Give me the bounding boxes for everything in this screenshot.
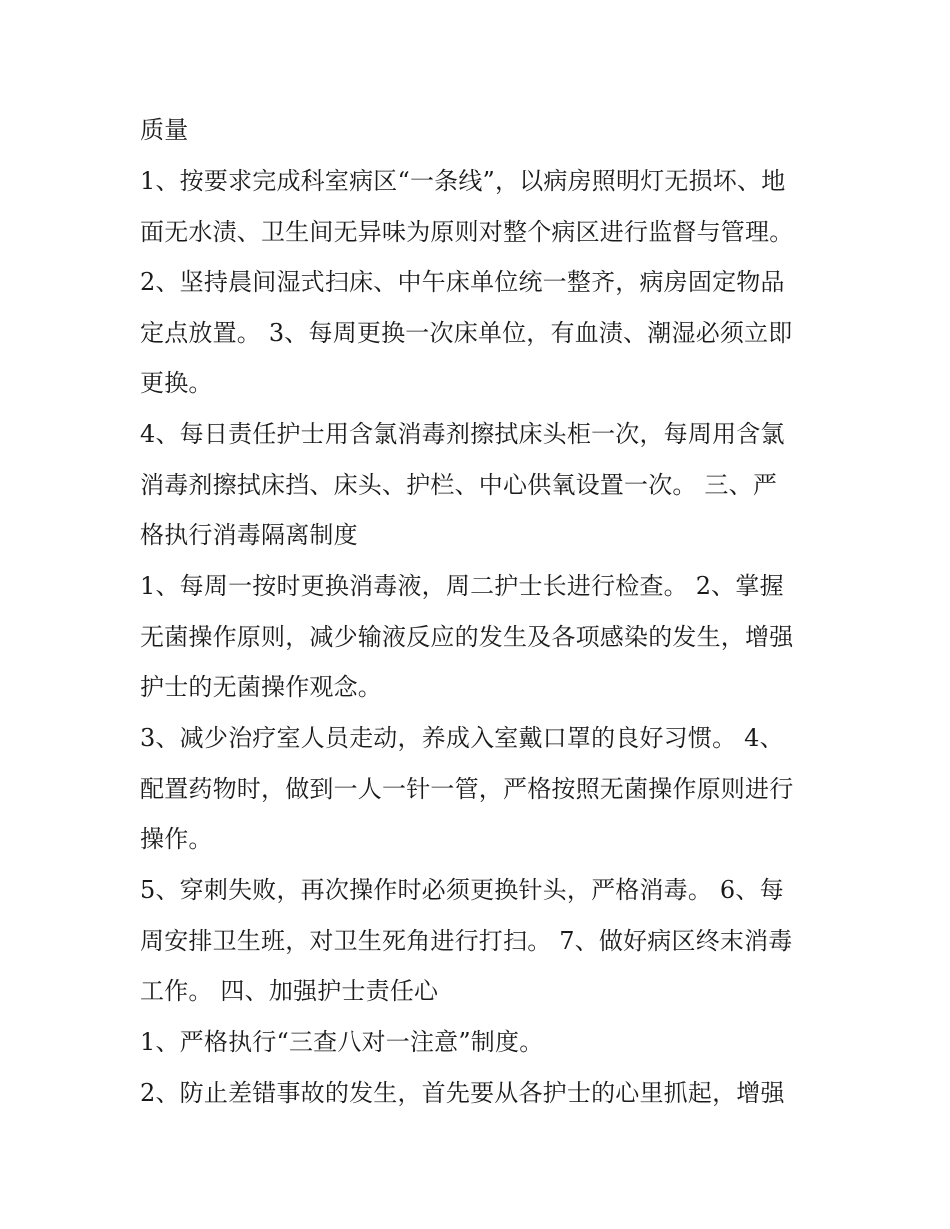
text-line: 无菌操作原则，减少输液反应的发生及各项感染的发生，增强	[140, 623, 794, 651]
text-line: 周安排卫生班，对卫生死角进行打扫。 7、做好病区终末消毒	[140, 927, 793, 955]
text-line: 3、减少治疗室人员走动，养成入室戴口罩的良好习惯。 4、	[140, 724, 784, 752]
text-line: 5、穿刺失败，再次操作时必须更换针头，严格消毒。 6、每	[140, 876, 784, 904]
text-line: 2、坚持晨间湿式扫床、中午床单位统一整齐，病房固定物品	[140, 268, 785, 296]
text-line: 更换。	[140, 369, 213, 397]
text-line: 定点放置。 3、每周更换一次床单位，有血渍、潮湿必须立即	[140, 319, 793, 347]
text-line: 消毒剂擦拭床挡、床头、护栏、中心供氧设置一次。 三、严	[140, 471, 778, 499]
text-line: 面无水渍、卫生间无异味为原则对整个病区进行监督与管理。	[140, 218, 794, 246]
text-line: 1、每周一按时更换消毒液，周二护士长进行检查。 2、掌握	[140, 572, 784, 600]
text-line: 工作。 四、加强护士责任心	[140, 977, 439, 1005]
text-line: 4、每日责任护士用含氯消毒剂擦拭床头柜一次，每周用含氯	[140, 420, 785, 448]
text-line: 质量	[140, 116, 189, 144]
text-line: 护士的无菌操作观念。	[140, 673, 382, 701]
text-line: 配置药物时，做到一人一针一管，严格按照无菌操作原则进行	[140, 775, 794, 803]
text-line: 格执行消毒隔离制度	[140, 521, 358, 549]
text-line: 2、防止差错事故的发生，首先要从各护士的心里抓起，增强	[140, 1079, 785, 1107]
text-line: 操作。	[140, 825, 213, 853]
text-line: 1、严格执行“三查八对一注意”制度。	[140, 1028, 544, 1056]
text-line: 1、按要求完成科室病区“一条线”，以病房照明灯无损坏、地	[140, 167, 786, 195]
